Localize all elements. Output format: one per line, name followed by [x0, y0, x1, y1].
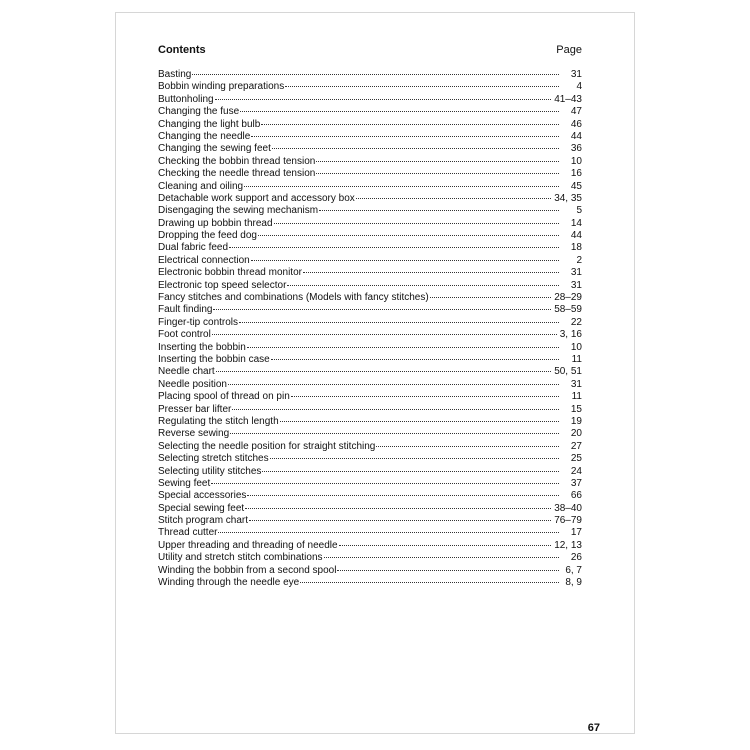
toc-entry-label: Placing spool of thread on pin: [158, 391, 290, 403]
toc-entry-page: 22: [570, 316, 582, 328]
dot-leader: [316, 166, 559, 174]
contents-header: [158, 44, 582, 60]
dot-leader: [303, 265, 559, 273]
toc-entry-page: 37: [570, 477, 582, 489]
toc-entry-label: Basting: [158, 69, 192, 80]
toc-entry-page: 4: [576, 81, 582, 93]
toc-entry-page: 10: [570, 155, 582, 167]
dot-leader: [213, 302, 551, 310]
page-number: 67: [587, 722, 600, 734]
dot-leader: [356, 191, 551, 199]
toc-entry-label: Stitch program chart: [158, 515, 249, 527]
dot-leader: [232, 402, 559, 410]
toc-entry-label: Special sewing feet: [158, 502, 245, 514]
toc-entry-page: 36: [570, 143, 582, 155]
toc-entry-page: 50, 51: [554, 366, 582, 378]
toc-entry-label: Sewing feet: [158, 477, 211, 489]
toc-entry-label: Electrical connection: [158, 254, 250, 266]
toc-entry-label: Dropping the feed dog: [158, 230, 257, 242]
toc-entry-page: 19: [570, 415, 582, 427]
toc-entry-page: 45: [570, 180, 582, 192]
dot-leader: [239, 315, 559, 323]
toc-entry-label: Presser bar lifter: [158, 403, 232, 415]
dot-leader: [229, 240, 559, 248]
dot-leader: [272, 141, 559, 149]
dot-leader: [249, 513, 551, 521]
dot-leader: [251, 253, 559, 261]
toc-entry-page: 47: [570, 106, 582, 118]
toc-entry-label: Winding through the needle eye: [158, 577, 300, 589]
toc-entry: [158, 577, 582, 589]
toc-entry-label: Detachable work support and accessory box: [158, 192, 355, 204]
toc-entry-page: 10: [570, 341, 582, 353]
toc-entry-label: Upper threading and threading of needle: [158, 539, 338, 551]
toc-entry-label: Inserting the bobbin case: [158, 353, 270, 365]
dot-leader: [230, 426, 559, 434]
toc-entry-label: Changing the sewing feet: [158, 143, 271, 155]
dot-leader: [376, 439, 559, 447]
dot-leader: [228, 377, 559, 385]
dot-leader: [218, 525, 559, 533]
toc-entry-label: Changing the fuse: [158, 106, 240, 118]
toc-entry-page: 28–29: [554, 292, 582, 304]
toc-entry-label: Buttonholing: [158, 93, 214, 105]
toc-entry-page: 58–59: [554, 304, 582, 316]
dot-leader: [247, 488, 559, 496]
toc-entry-page: 46: [570, 118, 582, 130]
toc-entry-label: Needle chart: [158, 366, 215, 378]
dot-leader: [251, 129, 559, 137]
dot-leader: [287, 278, 559, 286]
toc-entry-page: 11: [571, 391, 582, 403]
toc-entry-page: 66: [570, 490, 582, 502]
dot-leader: [192, 67, 559, 75]
toc-entry-label: Changing the needle: [158, 130, 251, 142]
toc-entry-page: 27: [570, 440, 582, 452]
dot-leader: [247, 340, 559, 348]
toc-entry-page: 11: [571, 353, 582, 365]
toc-entry-label: Checking the bobbin thread tension: [158, 155, 316, 167]
dot-leader: [291, 389, 559, 397]
toc-entry-page: 31: [570, 69, 582, 80]
toc-entry-label: Fault finding: [158, 304, 213, 316]
toc-entry-page: 44: [570, 230, 582, 242]
toc-entry-page: 44: [570, 130, 582, 142]
toc-entry-page: 26: [570, 552, 582, 564]
toc-entry-page: 5: [576, 205, 582, 217]
dot-leader: [211, 476, 559, 484]
dot-leader: [270, 451, 559, 459]
toc-entry-page: 3, 16: [559, 329, 582, 341]
dot-leader: [319, 203, 559, 211]
toc-entry-label: Regulating the stitch length: [158, 415, 279, 427]
toc-entry-page: 17: [570, 527, 582, 539]
toc-entry-label: Electronic bobbin thread monitor: [158, 267, 302, 279]
toc-entry-label: Fancy stitches and combinations (Models with fancy stitches): [158, 292, 429, 304]
dot-leader: [300, 575, 559, 583]
toc-entry-label: Selecting the needle position for straight stitching: [158, 440, 376, 452]
toc-entry-label: Utility and stretch stitch combinations: [158, 552, 323, 564]
toc-entry-label: Checking the needle thread tension: [158, 168, 316, 180]
toc-entry-page: 24: [570, 465, 582, 477]
toc-entry-page: 38–40: [554, 502, 582, 514]
toc-entry-label: Winding the bobbin from a second spool: [158, 564, 337, 576]
toc-entry-page: 20: [570, 428, 582, 440]
toc-entry-label: Bobbin winding preparations: [158, 81, 285, 93]
toc-entry-label: Needle position: [158, 378, 227, 390]
toc-entry-page: 31: [570, 267, 582, 279]
dot-leader: [271, 352, 559, 360]
toc-entry-page: 16: [570, 168, 582, 180]
toc-entry-label: Electronic top speed selector: [158, 279, 287, 291]
toc-entry-page: 12, 13: [554, 539, 582, 551]
dot-leader: [212, 327, 557, 335]
toc-entry-page: 41–43: [554, 93, 582, 105]
toc-entry-label: Dual fabric feed: [158, 242, 229, 254]
dot-leader: [262, 464, 559, 472]
toc-entry-label: Foot control: [158, 329, 211, 341]
toc-entry-page: 15: [570, 403, 582, 415]
dot-leader: [274, 216, 559, 224]
dot-leader: [285, 79, 559, 87]
dot-leader: [244, 179, 559, 187]
toc-entry-label: Reverse sewing: [158, 428, 230, 440]
toc-entry-page: 8, 9: [565, 577, 582, 589]
toc-entry-page: 76–79: [554, 515, 582, 527]
toc-entry-page: 2: [576, 254, 582, 266]
contents-title: Contents: [158, 44, 206, 56]
toc-entry-label: Thread cutter: [158, 527, 218, 539]
toc-entry-label: Selecting utility stitches: [158, 465, 262, 477]
toc-entry-page: 25: [570, 453, 582, 465]
dot-leader: [215, 92, 552, 100]
toc-entry-page: 31: [570, 378, 582, 390]
toc-entry-label: Cleaning and oiling: [158, 180, 244, 192]
dot-leader: [261, 117, 559, 125]
toc-entry-page: 6, 7: [565, 564, 582, 576]
dot-leader: [280, 414, 559, 422]
toc-entry-label: Finger-tip controls: [158, 316, 239, 328]
toc-entry-label: Drawing up bobbin thread: [158, 217, 273, 229]
dot-leader: [324, 550, 559, 558]
dot-leader: [245, 501, 551, 509]
toc-entry-page: 18: [570, 242, 582, 254]
dot-leader: [240, 104, 559, 112]
toc-entry-label: Special accessories: [158, 490, 247, 502]
dot-leader: [430, 290, 552, 298]
dot-leader: [339, 538, 552, 546]
toc-entry-label: Changing the light bulb: [158, 118, 261, 130]
toc-entry-page: 34, 35: [554, 192, 582, 204]
toc-entry-page: 31: [570, 279, 582, 291]
dot-leader: [316, 154, 559, 162]
toc-entry-page: 14: [570, 217, 582, 229]
page-column-label: Page: [556, 44, 582, 56]
toc-entry-label: Inserting the bobbin: [158, 341, 246, 353]
dot-leader: [337, 563, 559, 571]
toc-entry-label: Selecting stretch stitches: [158, 453, 269, 465]
toc-entry-label: Disengaging the sewing mechanism: [158, 205, 319, 217]
table-of-contents: [158, 69, 582, 589]
dot-leader: [258, 228, 559, 236]
dot-leader: [216, 364, 551, 372]
